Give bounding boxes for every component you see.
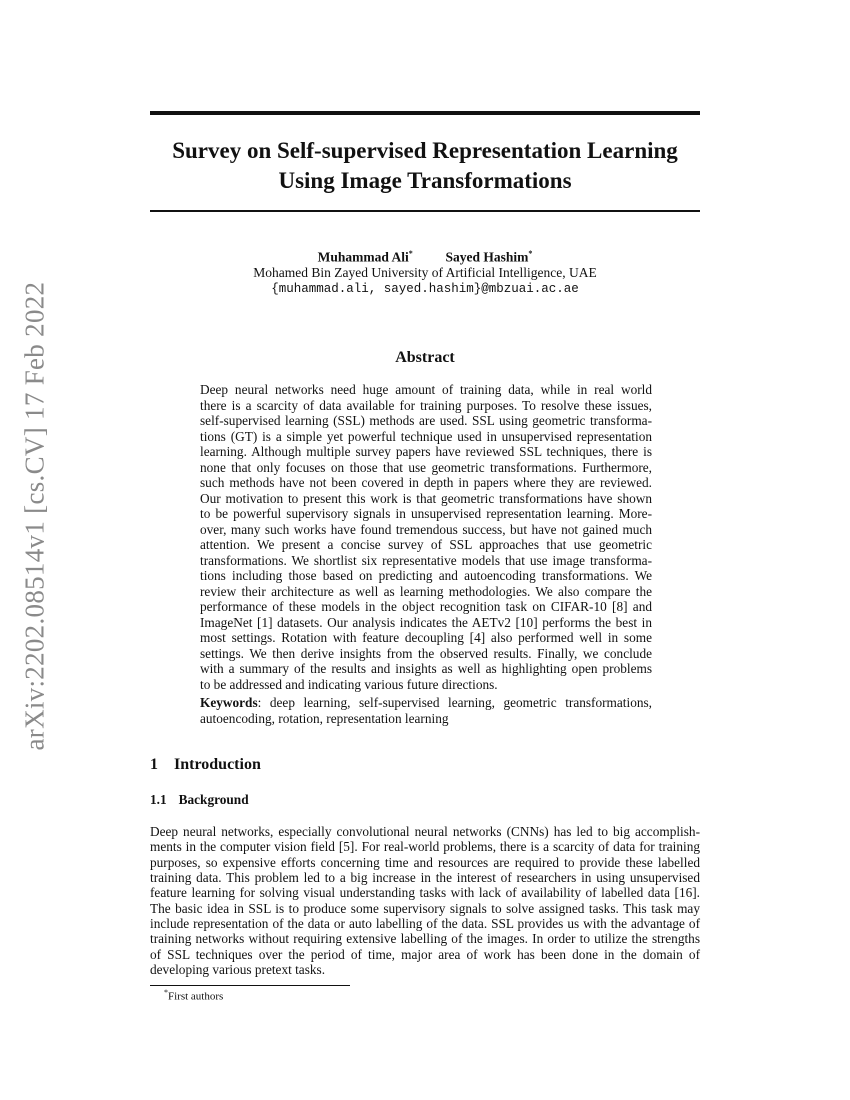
body-line: developing various pretext tasks. [150,962,326,978]
abstract-line: Our motivation to present this work is that geometric transformations have shown [200,490,652,506]
abstract-line: review their architecture as well as learning methodologies. We also compare the [200,583,652,599]
abstract-line: none that only focuses on those that use geometric transformations. Furthermore, [200,459,652,475]
keywords-line-1: : deep learning, self-supervised learning, geometric transformations, [257,695,652,710]
abstract-line: ImageNet [1] datasets. Our analysis indicates the AETv2 [10] performs the best in [200,614,652,630]
abstract-line: transformations. We shortlist six representative models that use image transforma- [200,552,652,568]
abstract-line: to be addressed and indicating various future directions. [200,676,498,692]
author-name: Muhammad Ali [317,249,409,265]
abstract-line: with a summary of the results and insights as well as highlighting open problems [200,661,652,676]
footnote-rule [150,985,350,986]
footnote-text: First authors [168,990,224,1003]
abstract-line: to be powerful supervisory signals in unsupervised representation learning. More- [200,506,652,521]
paper-title [150,136,700,196]
arxiv-stamp: arXiv:2202.08514v1 [cs.CV] 17 Feb 2022 [19,281,50,751]
footnote-mark: * [164,988,168,997]
body-line: The basic idea in SSL is to produce some supervisory signals to solve assigned tasks. This task may [150,900,700,916]
abstract-line: tions including those based on predicting and autoencoding transformations. We [200,568,652,583]
title-bottom-rule [150,210,700,212]
abstract-line: such methods have not been covered in depth in papers where they are reviewed. [200,475,652,490]
body-line: Deep neural networks, especially convolutional neural networks (CNNs) has led to big accomplish- [150,824,700,839]
body-line: of SSL techniques over the period of time, major area of work has been done in the domain of [150,946,700,962]
title-top-rule [150,111,700,115]
title-line-1: Survey on Self-supervised Representation Learning [172,138,678,163]
abstract-line: there is a scarcity of data available for training purposes. To resolve these issues, [200,397,652,413]
abstract-line: Deep neural networks need huge amount of training data, while in real world [200,382,652,397]
abstract-heading: Abstract [395,349,455,366]
section-title: Introduction [174,756,261,773]
body-line: purposes, so expensive efforts concerning time and resources are required to provide these labelled [150,854,700,870]
title-line-2: Using Image Transformations [278,168,572,193]
body-line: ments in the computer vision field [5]. For real-world problems, there is a scarcity of data for training [150,839,700,855]
author-name: Sayed Hashim [445,249,529,265]
body-line: include representation of the data or auto labelling of the data. SSL provides us with the advantage of [150,916,700,932]
abstract-line: most settings. Rotation with feature decoupling [4] also performed well in some [200,630,652,645]
keywords [200,695,652,727]
keywords-label: Keywords [200,695,258,710]
abstract-line: attention. We present a concise survey of SSL approaches that use geometric [200,537,652,552]
section-heading [150,756,261,774]
author-mark: * [528,249,533,258]
abstract-line: performance of these models in the object recognition task on CIFAR-10 [8] and [200,599,652,614]
subsection-heading [150,792,249,808]
affiliation: Mohamed Bin Zayed University of Artificial Intelligence, UAE [253,265,597,280]
abstract-line: self-supervised learning (SSL) methods are used. SSL using geometric transforma- [200,413,652,428]
body-line: training data. This problem led to a big increase in the interest of researchers in using unsupervised [150,870,700,886]
authors [150,249,700,266]
footnote [164,988,223,1003]
keywords-line-2: autoencoding, rotation, representation learning [200,711,449,726]
abstract-line: learning. Although multiple survey papers have reviewed SSL techniques, there is [200,444,652,459]
email: {muhammad.ali, sayed.hashim}@mbzuai.ac.ae [271,282,579,296]
section-number: 1 [150,756,158,773]
subsection-number: 1.1 [150,792,167,807]
subsection-title: Background [178,792,249,807]
author-mark: * [408,249,413,258]
body-line: training networks without requiring extensive labelling of the images. In order to utilize the strengths [150,931,700,947]
body-text [150,824,700,977]
abstract-line: over, many such works have found tremendous success, but have not gained much [200,521,652,537]
body-line: feature learning for solving visual understanding tasks with lack of availability of labelled data [16]. [150,885,700,901]
abstract-body [200,382,652,692]
abstract-line: settings. We then derive insights from the observed results. Finally, we conclude [200,645,652,661]
abstract-line: tions (GT) is a simple yet powerful technique used in unsupervised representation [200,428,652,444]
